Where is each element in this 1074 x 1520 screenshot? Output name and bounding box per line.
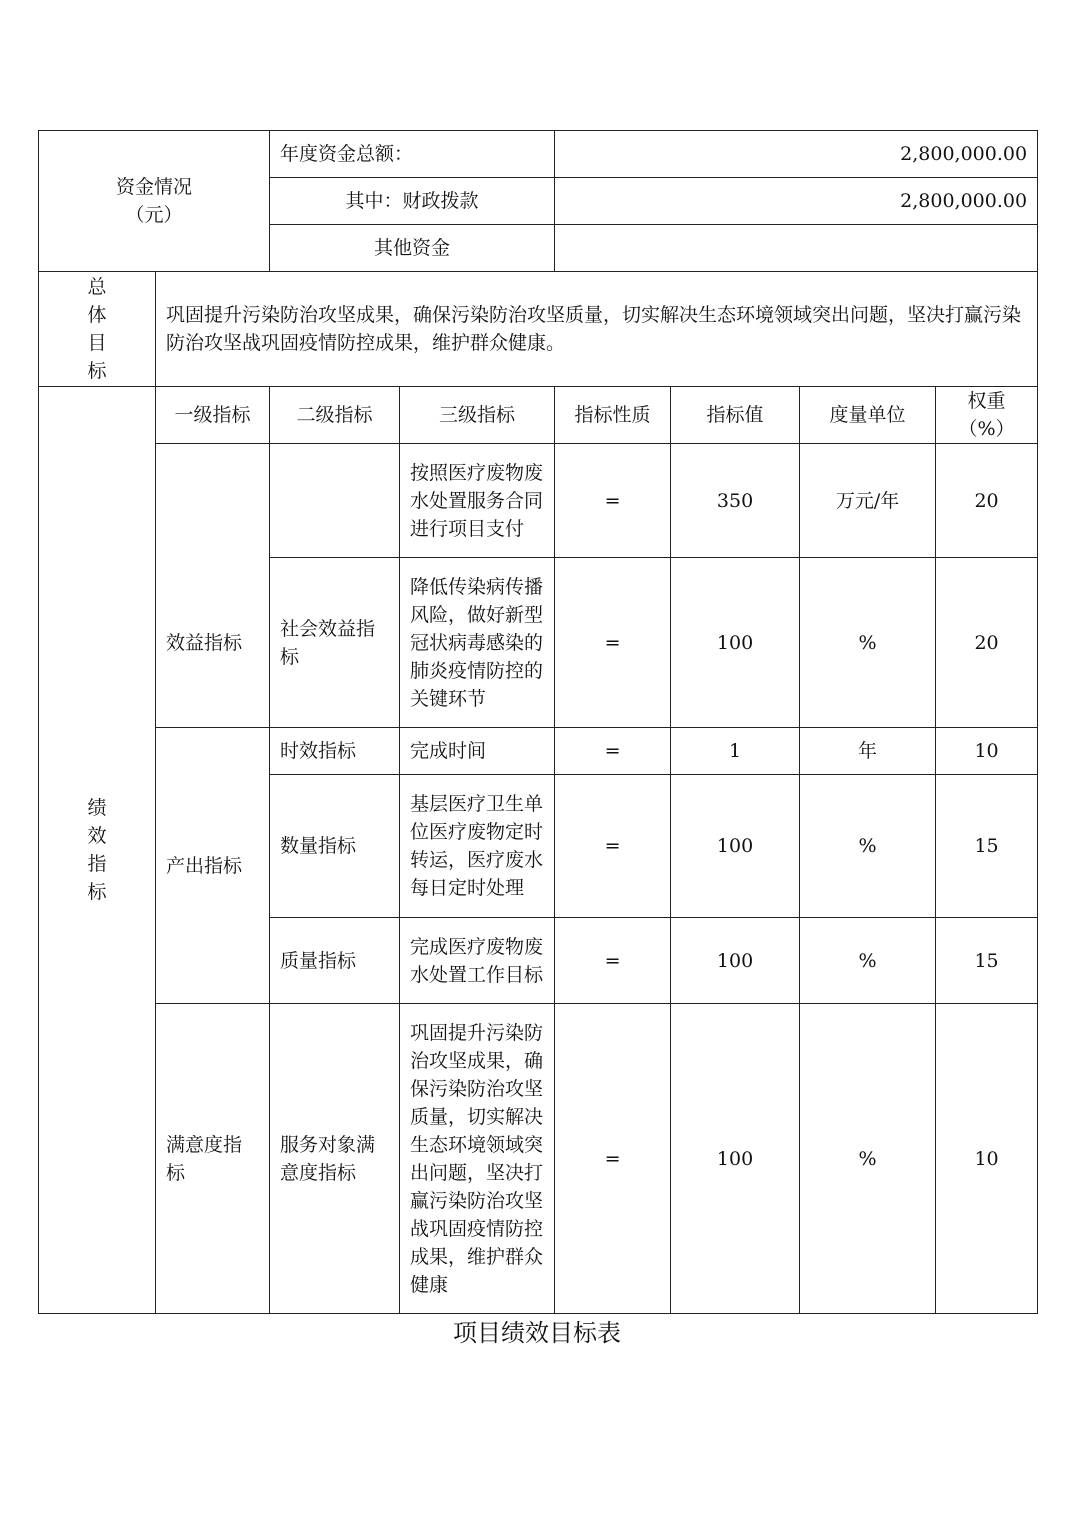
level3-cell: 按照医疗废物废水处置服务合同进行项目支付 (400, 444, 555, 558)
level3-cell: 巩固提升污染防治攻坚成果，确保污染防治攻坚质量，切实解决生态环境领域突出问题，坚决打赢污染防治攻坚战巩固疫情防控成果，维护群众健康 (400, 1004, 555, 1314)
overall-goal-label: 总 体 目 标 (39, 272, 156, 387)
header-unit: 度量单位 (800, 387, 936, 444)
funds-label: 资金情况 (116, 176, 193, 198)
level3-cell: 降低传染病传播风险，做好新型冠状病毒感染的肺炎疫情防控的关键环节 (400, 558, 555, 728)
header-level1: 一级指标 (156, 387, 270, 444)
weight-cell: 10 (936, 728, 1038, 775)
group-satisfaction: 满意度指标 (156, 1004, 270, 1314)
performance-header-row (39, 387, 1038, 444)
performance-label: 绩 效 指 标 (39, 387, 156, 1314)
level2-cell: 质量指标 (270, 918, 400, 1004)
unit-cell: % (800, 775, 936, 918)
level2-cell: 社会效益指标 (270, 558, 400, 728)
value-cell: 100 (671, 775, 800, 918)
funds-unit-label: （元） (125, 204, 183, 226)
weight-cell: 10 (936, 1004, 1038, 1314)
unit-cell: % (800, 1004, 936, 1314)
funds-total-row (39, 131, 1038, 178)
value-cell: 100 (671, 918, 800, 1004)
weight-cell: 15 (936, 918, 1038, 1004)
value-cell: 350 (671, 444, 800, 558)
table-row (39, 1004, 1038, 1314)
funds-total-value: 2,800,000.00 (555, 131, 1038, 178)
group-output: 产出指标 (156, 728, 270, 1004)
level3-cell: 完成医疗废物废水处置工作目标 (400, 918, 555, 1004)
funds-total-label: 年度资金总额： (270, 131, 555, 178)
nature-cell: = (555, 1004, 671, 1314)
level3-cell: 基层医疗卫生单位医疗废物定时转运，医疗废水每日定时处理 (400, 775, 555, 918)
performance-target-sheet (38, 130, 1037, 1314)
table-row (39, 444, 1038, 558)
nature-cell: = (555, 444, 671, 558)
nature-cell: = (555, 728, 671, 775)
table-row (39, 728, 1038, 775)
unit-cell: 年 (800, 728, 936, 775)
header-value: 指标值 (671, 387, 800, 444)
nature-cell: = (555, 558, 671, 728)
table-caption: 项目绩效目标表 (453, 1319, 621, 1347)
overall-goal-row (39, 272, 1038, 387)
funds-label-cell (39, 131, 270, 272)
level3-cell: 完成时间 (400, 728, 555, 775)
performance-target-table (38, 130, 1038, 1314)
weight-cell: 20 (936, 558, 1038, 728)
level2-cell: 服务对象满意度指标 (270, 1004, 400, 1314)
weight-cell: 15 (936, 775, 1038, 918)
funds-fiscal-value: 2,800,000.00 (555, 178, 1038, 225)
unit-cell: % (800, 918, 936, 1004)
value-cell: 1 (671, 728, 800, 775)
nature-cell: = (555, 775, 671, 918)
unit-cell: % (800, 558, 936, 728)
header-level3: 三级指标 (400, 387, 555, 444)
header-level2: 二级指标 (270, 387, 400, 444)
funds-other-label: 其他资金 (270, 225, 555, 272)
unit-cell: 万元/年 (800, 444, 936, 558)
value-cell: 100 (671, 558, 800, 728)
value-cell: 100 (671, 1004, 800, 1314)
nature-cell: = (555, 918, 671, 1004)
header-nature: 指标性质 (555, 387, 671, 444)
level2-cell (270, 444, 400, 558)
group-benefit: 效益指标 (156, 444, 270, 728)
level2-cell: 时效指标 (270, 728, 400, 775)
funds-fiscal-label: 其中：财政拨款 (270, 178, 555, 225)
overall-goal-text: 巩固提升污染防治攻坚成果，确保污染防治攻坚质量，切实解决生态环境领域突出问题，坚决打赢污染防治攻坚战巩固疫情防控成果，维护群众健康。 (156, 272, 1038, 387)
level2-cell: 数量指标 (270, 775, 400, 918)
weight-cell: 20 (936, 444, 1038, 558)
header-weight: 权重（%） (936, 387, 1038, 444)
funds-other-value (555, 225, 1038, 272)
